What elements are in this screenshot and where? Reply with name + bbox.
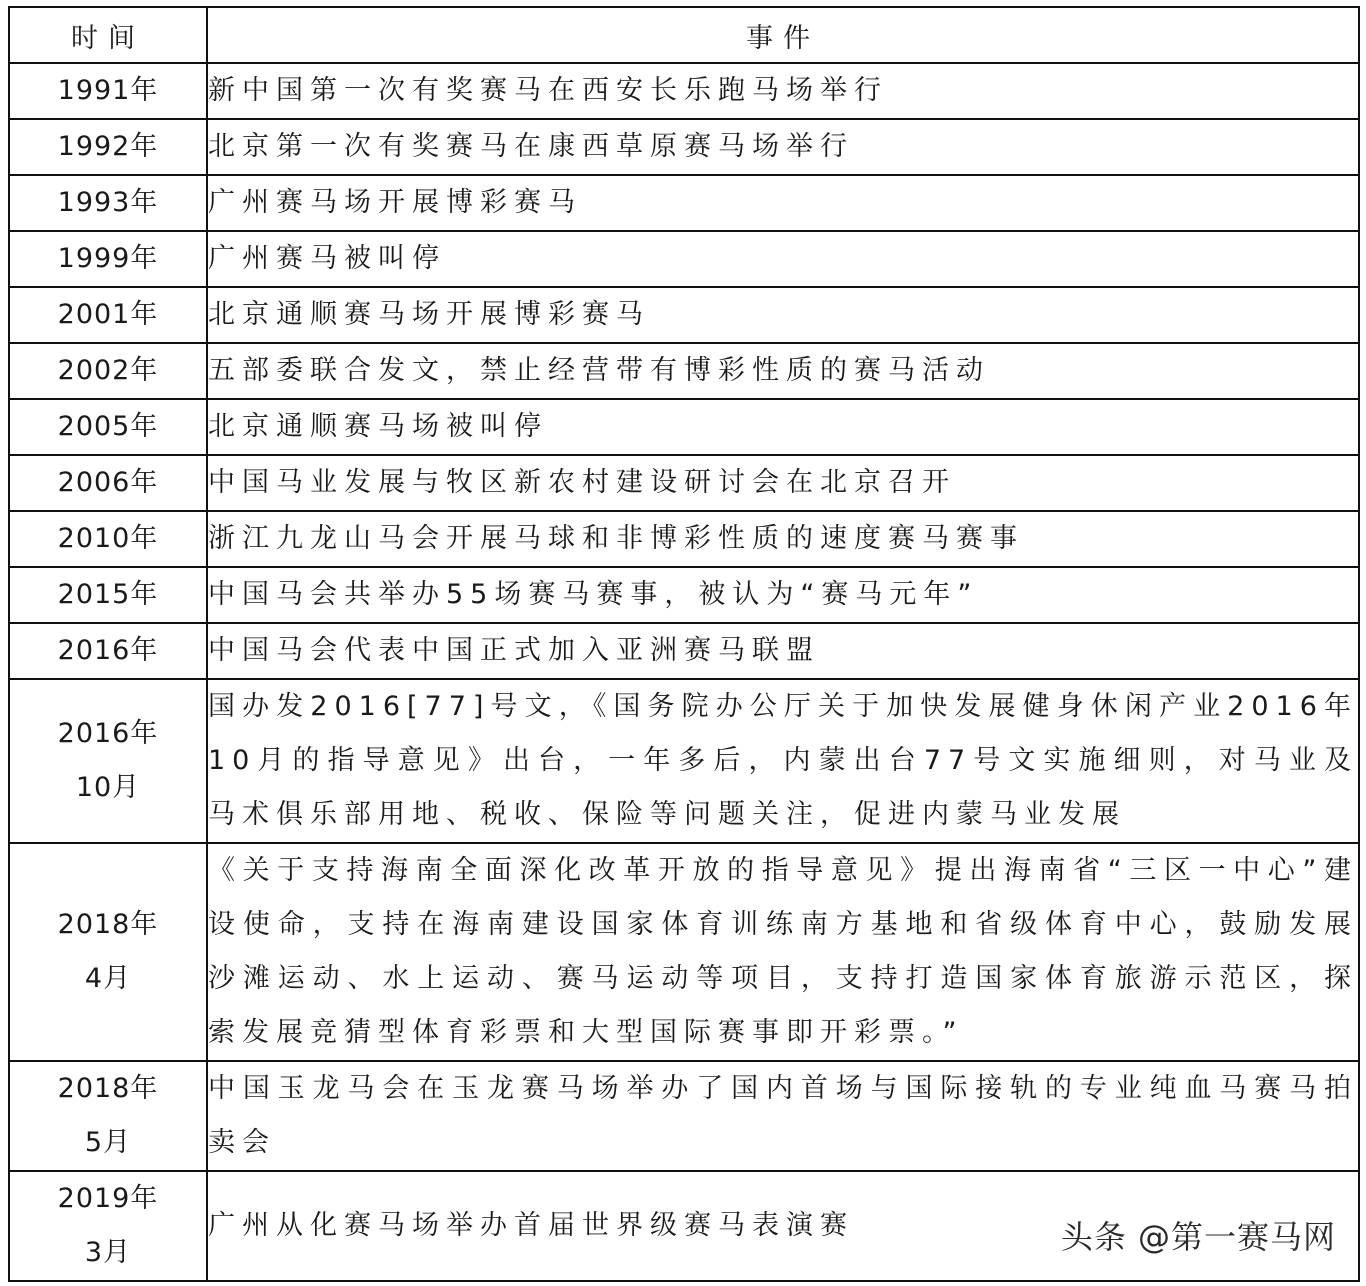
time-year: 2016年 [57, 635, 159, 666]
table-row [9, 63, 1359, 119]
time-cell [9, 287, 207, 343]
time-cell [9, 343, 207, 399]
table-body [9, 63, 1359, 1281]
time-month: 10月 [75, 772, 141, 803]
event-cell: 中国马会共举办55场赛马赛事，被认为“赛马元年” [207, 567, 1359, 623]
time-cell [9, 843, 207, 1061]
header-time: 时间 [9, 7, 207, 63]
time-year: 1992年 [57, 131, 159, 162]
event-cell: 中国马业发展与牧区新农村建设研讨会在北京召开 [207, 455, 1359, 511]
event-cell: 广州赛马场开展博彩赛马 [207, 175, 1359, 231]
time-year: 2005年 [57, 411, 159, 442]
time-year: 2018年 [57, 909, 159, 940]
time-month: 5月 [84, 1127, 132, 1158]
event-cell: 北京通顺赛马场开展博彩赛马 [207, 287, 1359, 343]
time-year: 2010年 [57, 523, 159, 554]
time-year: 2002年 [57, 355, 159, 386]
time-cell [9, 679, 207, 843]
horse-racing-timeline-table [8, 6, 1360, 1282]
document-page [8, 6, 1358, 1282]
time-cell [9, 231, 207, 287]
table-row [9, 175, 1359, 231]
time-year: 1999年 [57, 243, 159, 274]
time-year: 2006年 [57, 467, 159, 498]
time-month: 3月 [84, 1237, 132, 1268]
event-cell: 浙江九龙山马会开展马球和非博彩性质的速度赛马赛事 [207, 511, 1359, 567]
time-cell [9, 1171, 207, 1281]
table-row [9, 567, 1359, 623]
table-row [9, 119, 1359, 175]
time-year: 2019年 [57, 1183, 159, 1214]
time-cell [9, 63, 207, 119]
event-cell: 国办发2016[77]号文，《国务院办公厅关于加快发展健身休闲产业2016年10月的指导意见》出台，一年多后，内蒙出台77号文实施细则，对马业及马术俱乐部用地、税收、保险等问题关注，促进内蒙马业发展 [207, 679, 1359, 843]
time-cell [9, 399, 207, 455]
header-event: 事件 [207, 7, 1359, 63]
watermark-label: 头条 @第一赛马网 [1061, 1212, 1336, 1258]
time-year: 2015年 [57, 579, 159, 610]
time-year: 2001年 [57, 299, 159, 330]
table-row [9, 1061, 1359, 1171]
event-cell: 广州赛马被叫停 [207, 231, 1359, 287]
table-row [9, 231, 1359, 287]
time-year: 2016年 [57, 718, 159, 749]
time-month: 4月 [84, 963, 132, 994]
table-row [9, 623, 1359, 679]
time-year: 1991年 [57, 75, 159, 106]
event-cell: 新中国第一次有奖赛马在西安长乐跑马场举行 [207, 63, 1359, 119]
time-cell [9, 567, 207, 623]
event-cell: 中国玉龙马会在玉龙赛马场举办了国内首场与国际接轨的专业纯血马赛马拍卖会 [207, 1061, 1359, 1171]
time-year: 2018年 [57, 1073, 159, 1104]
time-cell [9, 623, 207, 679]
event-cell: 《关于支持海南全面深化改革开放的指导意见》提出海南省“三区一中心”建设使命，支持在海南建设国家体育训练南方基地和省级体育中心，鼓励发展沙滩运动、水上运动、赛马运动等项目，支持打造国家体育旅游示范区，探索发展竞猜型体育彩票和大型国际赛事即开彩票。” [207, 843, 1359, 1061]
table-row [9, 343, 1359, 399]
event-cell: 北京通顺赛马场被叫停 [207, 399, 1359, 455]
event-cell: 中国马会代表中国正式加入亚洲赛马联盟 [207, 623, 1359, 679]
event-cell: 五部委联合发文，禁止经营带有博彩性质的赛马活动 [207, 343, 1359, 399]
time-cell [9, 511, 207, 567]
table-row [9, 679, 1359, 843]
table-header-row [9, 7, 1359, 63]
event-cell: 广州从化赛马场举办首届世界级赛马表演赛 [207, 1171, 1359, 1281]
table-row [9, 843, 1359, 1061]
time-cell [9, 119, 207, 175]
table-row [9, 399, 1359, 455]
table-row [9, 287, 1359, 343]
event-cell: 北京第一次有奖赛马在康西草原赛马场举行 [207, 119, 1359, 175]
time-cell [9, 1061, 207, 1171]
table-row [9, 511, 1359, 567]
table-row [9, 455, 1359, 511]
time-cell [9, 175, 207, 231]
time-cell [9, 455, 207, 511]
time-year: 1993年 [57, 187, 159, 218]
